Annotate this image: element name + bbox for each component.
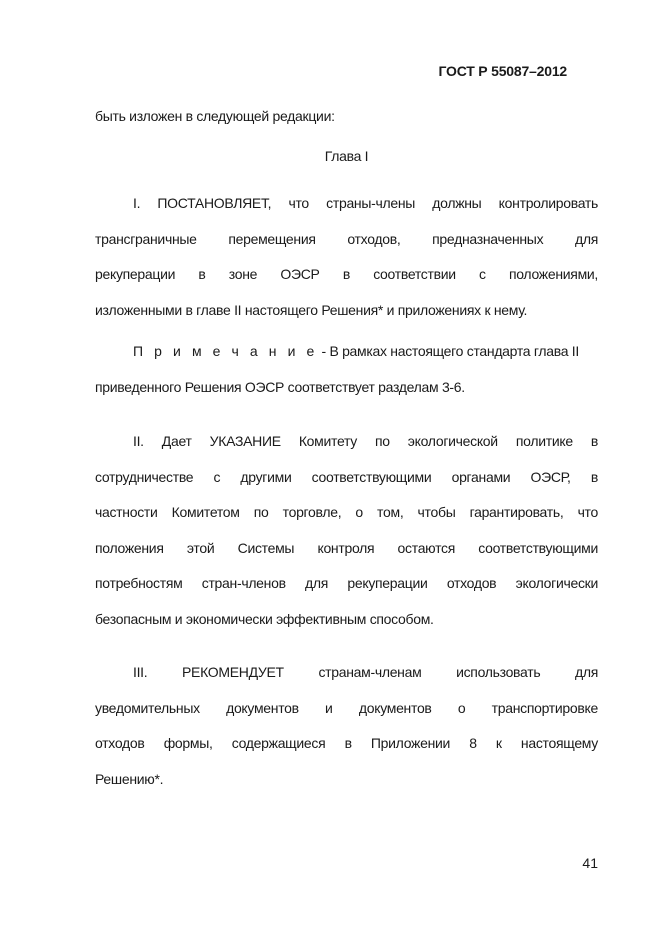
- note-block: [95, 334, 598, 405]
- paragraph-2-line: безопасным и экономически эффективным способом.: [95, 610, 434, 627]
- paragraph-3-line: уведомительных документов и документов о транспортировке: [95, 699, 598, 716]
- paragraph-1: [95, 186, 598, 328]
- paragraph-2-line: частности Комитетом по торговле, о том, чтобы гарантировать, что: [95, 504, 598, 520]
- paragraph-2-line: положения этой Системы контроля остаются соответствующими: [95, 539, 598, 556]
- note-label: П р и м е ч а н и е: [133, 343, 318, 359]
- paragraph-3-line: III. РЕКОМЕНДУЕТ странам-членам использовать для: [133, 664, 598, 680]
- page-number: 41: [582, 855, 598, 871]
- paragraph-1-line: рекуперации в зоне ОЭСР в соответствии с положениями,: [95, 266, 598, 282]
- chapter-heading: Глава I: [324, 148, 369, 164]
- paragraph-3-line: отходов формы, содержащиеся в Приложении 8 к настоящему: [95, 735, 598, 751]
- paragraph-2: [95, 424, 598, 637]
- note-line-1: [95, 334, 598, 370]
- paragraph-3: [95, 655, 598, 797]
- intro-line: быть изложен в следующей редакции:: [95, 108, 335, 124]
- note-text: - В рамках настоящего стандарта глава II: [317, 343, 579, 359]
- paragraph-1-line: изложенными в главе II настоящего Решения* и приложениях к нему.: [95, 301, 528, 318]
- paragraph-2-line: потребностям стран-членов для рекуперации отходов экологически: [95, 575, 598, 591]
- intro-text: [95, 99, 598, 135]
- standard-code-header: ГОСТ Р 55087–2012: [438, 63, 567, 79]
- paragraph-2-line: II. Дает УКАЗАНИЕ Комитету по экологической политике в: [133, 433, 598, 449]
- chapter-heading-block: [95, 139, 598, 175]
- note-line-2: приведенного Решения ОЭСР соответствует разделам 3-6.: [95, 378, 465, 395]
- paragraph-1-line: I. ПОСТАНОВЛЯЕТ, что страны-члены должны контролировать: [133, 195, 598, 211]
- paragraph-3-line: Решению*.: [95, 770, 164, 787]
- paragraph-2-line: сотрудничестве с другими соответствующими органами ОЭСР, в: [95, 468, 598, 485]
- paragraph-1-line: трансграничные перемещения отходов, предназначенных для: [95, 230, 598, 247]
